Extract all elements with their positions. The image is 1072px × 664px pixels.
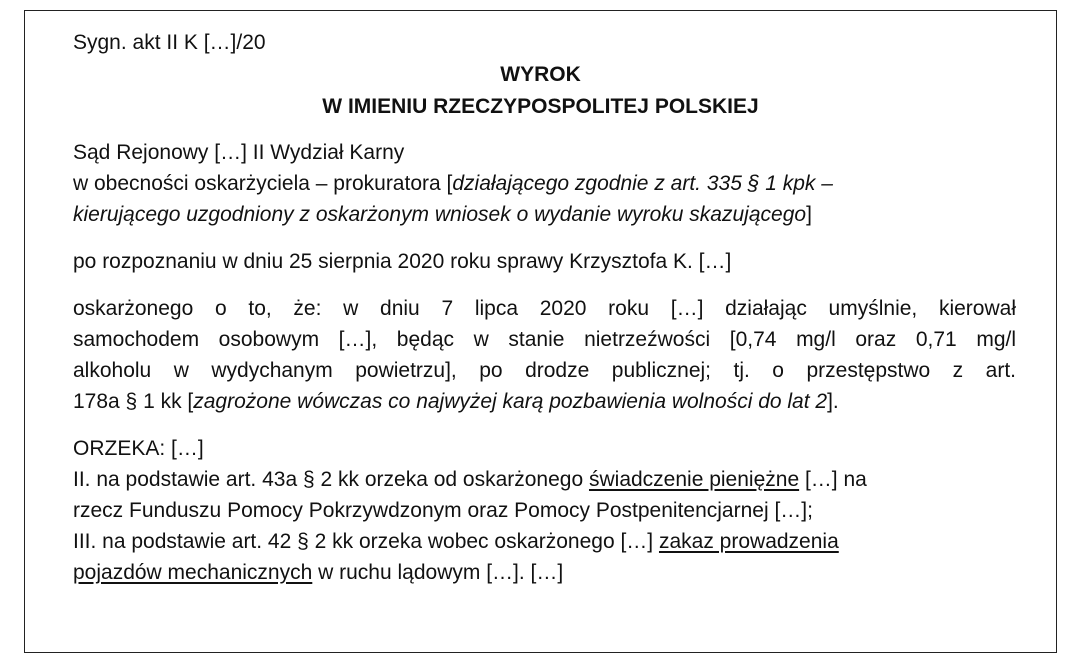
- judgment-excerpt-box: [24, 10, 1057, 653]
- charge-line-3: alkoholu w wydychanym powietrzu], po drodze publicznej; tj. o przestępstwo z art.: [73, 359, 1016, 382]
- judgment-subtitle: W IMIENIU RZECZYPOSPOLITEJ POLSKIEJ: [322, 95, 759, 118]
- charge-line-2: samochodem osobowym […], będąc w stanie nietrzeźwości [0,74 mg/l oraz 0,71 mg/l: [73, 328, 1016, 351]
- hearing-line: po rozpoznaniu w dniu 25 sierpnia 2020 roku sprawy Krzysztofa K. […]: [73, 250, 732, 273]
- ruling-item-2-line-1: II. na podstawie art. 43a § 2 kk orzeka od oskarżonego świadczenie pieniężne […] na: [73, 468, 867, 491]
- judgment-title: WYROK: [500, 63, 581, 86]
- charge-line-1: oskarżonego o to, że: w dniu 7 lipca 2020 roku […] działając umyślnie, kierował: [73, 297, 1016, 320]
- prosecutor-line-1: w obecności oskarżyciela – prokuratora [działającego zgodnie z art. 335 § 1 kpk –: [73, 172, 833, 195]
- court-name: Sąd Rejonowy […] II Wydział Karny: [73, 141, 405, 164]
- case-reference: Sygn. akt II K […]/20: [73, 31, 266, 54]
- charge-line-4: 178a § 1 kk [zagrożone wówczas co najwyżej karą pozbawienia wolności do lat 2].: [73, 390, 839, 413]
- ruling-item-3-line-2: pojazdów mechanicznych w ruchu lądowym […]. […]: [73, 561, 564, 584]
- ruling-item-3-line-1: III. na podstawie art. 42 § 2 kk orzeka wobec oskarżonego […] zakaz prowadzenia: [73, 530, 839, 553]
- ruling-item-2-line-2: rzecz Funduszu Pomocy Pokrzywdzonym oraz Pomocy Postpenitencjarnej […];: [73, 499, 813, 522]
- prosecutor-line-2: kierującego uzgodniony z oskarżonym wniosek o wydanie wyroku skazującego]: [73, 203, 812, 226]
- ruling-title: ORZEKA: […]: [73, 437, 204, 460]
